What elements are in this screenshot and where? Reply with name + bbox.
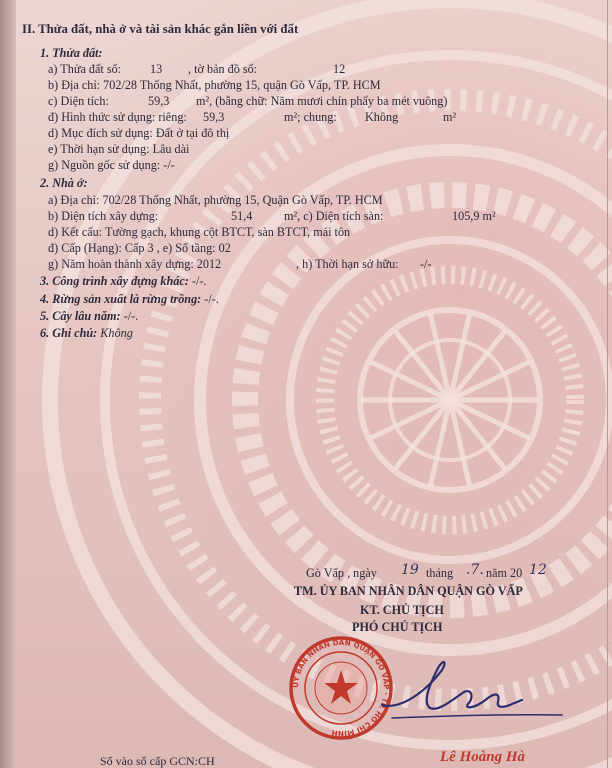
land-term-row	[48, 142, 189, 156]
build-area: 51,4	[231, 209, 253, 223]
land-usage-row	[48, 110, 457, 124]
other-works-label: 3. Công trình xây dựng khác:	[40, 274, 189, 288]
usage-common: Không	[365, 110, 399, 124]
handwritten-signature	[372, 650, 572, 730]
usage-private: 59,3	[203, 110, 225, 124]
floor-area-label: m², c) Diện tích sàn:	[284, 209, 384, 223]
seal-text: ỦY BAN NHÂN DÂN QUẬN GÒ VẤP · TP. HỒ CHÍ MINH	[290, 637, 392, 739]
drum-ray	[450, 362, 529, 400]
floors: 02	[218, 241, 231, 255]
land-address-row	[48, 78, 381, 92]
origin-label: g) Nguồn gốc sử dụng:	[48, 158, 161, 172]
other-works-value: -/-.	[191, 274, 207, 288]
drum-ray	[371, 362, 450, 400]
plot-number-row	[48, 62, 346, 76]
page-binding-edge	[0, 0, 16, 768]
purpose-label: d) Mục đích sử dụng:	[48, 126, 153, 140]
house-heading: 2. Nhà ở:	[40, 176, 88, 190]
authority: TM. ỦY BAN NHÂN DÂN QUẬN GÒ VẤP	[294, 584, 523, 598]
drum-ray	[371, 400, 450, 438]
land-area: 59,3	[148, 94, 170, 108]
purpose: Đất ở tại đô thị	[155, 126, 230, 140]
structure: Tường gạch, khung cột BTCT, sàn BTCT, mái tôn	[104, 225, 351, 239]
section-title: II. Thửa đất, nhà ở và tài sản khác gắn liền với đất	[22, 22, 299, 36]
term: Lâu dài	[152, 142, 190, 156]
usage-unit: m²	[443, 110, 457, 124]
house-structure-row	[48, 225, 350, 239]
land-area-words: m², (bằng chữ: Năm mươi chín phẩy ba mét vuông)	[196, 94, 448, 108]
signer-name: Lê Hoàng Hà	[440, 749, 525, 765]
house-year-row	[48, 257, 432, 271]
usage-common-label: m²; chung:	[284, 110, 337, 124]
land-heading: 1. Thửa đất:	[40, 46, 103, 60]
year-label: g) Năm hoàn thành xây dựng:	[48, 257, 194, 271]
signing-month: .7.	[466, 562, 484, 578]
other-works-row	[40, 274, 206, 288]
ownership-term: -/-	[420, 257, 432, 271]
trees-row	[40, 309, 138, 323]
plot-label: a) Thửa đất số:	[48, 62, 122, 76]
house-area-row	[48, 209, 496, 223]
year: 2012	[196, 257, 222, 271]
floors-label: , e) Số tầng:	[156, 241, 216, 255]
trees-value: -/-.	[123, 309, 139, 323]
notes-label: 6. Ghi chú:	[40, 326, 98, 340]
house-address-label: a) Địa chỉ:	[48, 193, 100, 207]
signing-year-suffix: 12	[529, 562, 547, 578]
usage-label: đ) Hình thức sử dụng: riêng:	[48, 110, 187, 124]
notes-value: Không	[100, 326, 133, 340]
map-number: 12	[333, 62, 346, 76]
house-address-row	[48, 193, 383, 207]
land-area-row	[48, 94, 448, 108]
house-address: 702/28 Thống Nhất, phường 15, Quận Gò Vấp, TP. HCM	[102, 193, 383, 207]
trees-label: 5. Cây lâu năm:	[40, 309, 121, 323]
grade: Cấp 3	[124, 241, 154, 255]
notes-row	[40, 326, 133, 340]
forest-row	[40, 292, 219, 306]
signing-date-row	[306, 562, 547, 580]
signer-title-1: KT. CHỦ TỊCH	[360, 603, 444, 617]
signer-title-2: PHÓ CHỦ TỊCH	[352, 620, 443, 634]
house-grade-row	[48, 241, 231, 255]
drum-ray	[450, 400, 529, 438]
signing-place: Gò Vấp , ngày	[306, 566, 377, 580]
signing-month-label: tháng	[426, 566, 454, 580]
land-area-label: c) Diện tích:	[48, 94, 109, 108]
plot-number: 13	[150, 62, 163, 76]
land-origin-row	[48, 158, 175, 172]
signing-day: 19	[401, 562, 419, 578]
signing-year-label: năm 20	[486, 566, 523, 580]
floor-area: 105,9 m²	[452, 209, 496, 223]
registry-number: Số vào sổ cấp GCN:CH	[100, 754, 215, 768]
land-address: 702/28 Thống Nhất, phường 15, quận Gò Vấp, TP. HCM	[103, 78, 381, 92]
grade-label: đ) Cấp (Hạng):	[48, 241, 122, 255]
land-address-label: b) Địa chỉ:	[48, 78, 101, 92]
page-right-border	[607, 0, 608, 768]
land-purpose-row	[48, 126, 229, 140]
term-label: e) Thời hạn sử dụng:	[48, 142, 150, 156]
structure-label: d) Kết cấu:	[48, 225, 103, 239]
forest-label: 4. Rừng sản xuất là rừng trồng:	[40, 292, 202, 306]
map-label: , tờ bản đồ số:	[188, 62, 258, 76]
ownership-term-label: , h) Thời hạn sở hữu:	[296, 257, 399, 271]
origin: -/-	[163, 158, 175, 172]
build-area-label: b) Diện tích xây dựng:	[48, 209, 159, 223]
forest-value: -/-.	[204, 292, 219, 306]
